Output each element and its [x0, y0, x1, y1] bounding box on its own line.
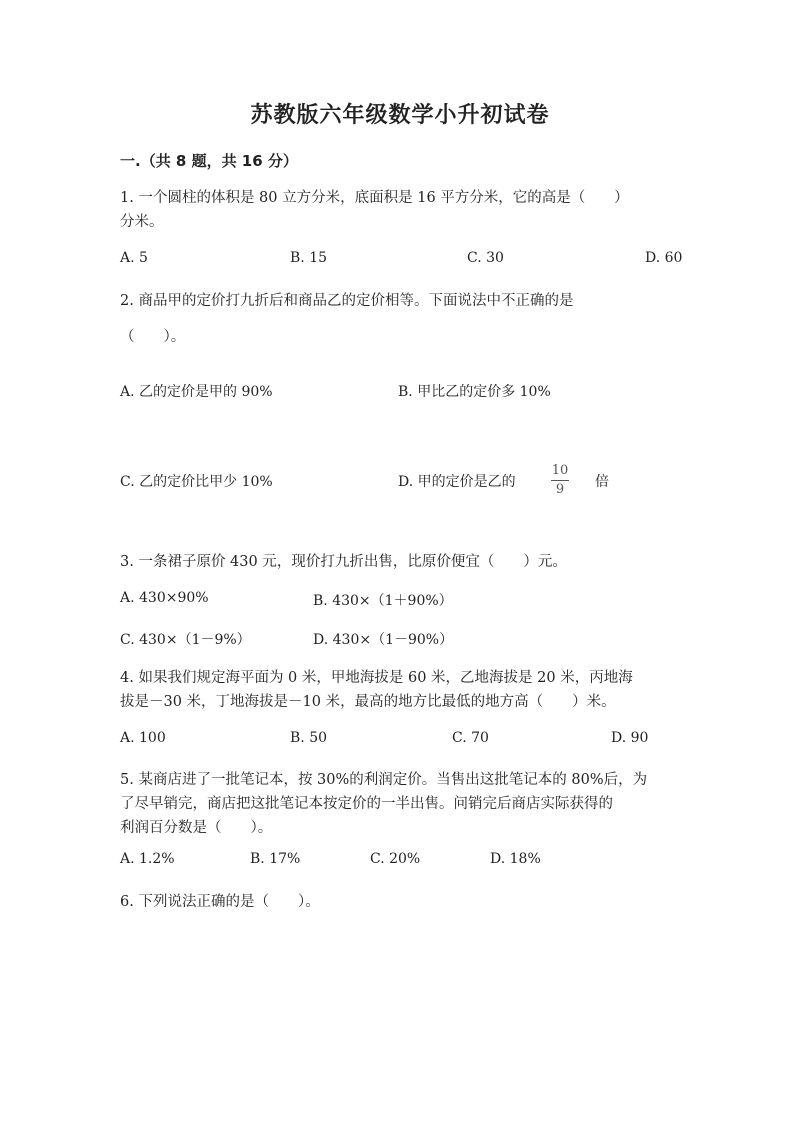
q3-option-d: D. 430×（1－90%） [313, 632, 454, 648]
q5-option-c: C. 20% [370, 851, 421, 867]
q4-option-b: B. 50 [290, 730, 328, 746]
q4-option-a: A. 100 [120, 730, 166, 746]
question-4-text-cont: 拔是－30 米，丁地海拔是－10 米，最高的地方比最低的地方高（ ）米。 [120, 694, 616, 710]
question-6-text: 6. 下列说法正确的是（ ）。 [120, 894, 320, 910]
question-4-text: 4. 如果我们规定海平面为 0 米，甲地海拔是 60 米，乙地海拔是 20 米，丙地海 [120, 670, 633, 686]
q3-option-a: A. 430×90% [120, 590, 209, 606]
fraction-numerator: 10 [551, 463, 569, 478]
q4-option-d: D. 90 [611, 730, 649, 746]
question-2-text-cont: （ ）。 [120, 329, 186, 345]
fraction-denominator: 9 [555, 482, 565, 497]
exam-title: 苏教版六年级数学小升初试卷 [250, 103, 550, 128]
fraction-bar [551, 480, 569, 481]
q2-option-d-suffix: 倍 [595, 474, 609, 490]
q2-option-b: B. 甲比乙的定价多 10% [398, 384, 551, 400]
q3-option-c: C. 430×（1－9%） [120, 632, 251, 648]
question-5-text-cont2: 利润百分数是（ ）。 [120, 820, 273, 836]
q5-option-a: A. 1.2% [120, 851, 175, 867]
question-1-text: 1. 一个圆柱的体积是 80 立方分米，底面积是 16 平方分米，它的高是（ ） [120, 190, 629, 206]
q2-option-d-fraction [551, 464, 569, 497]
q1-option-d: D. 60 [645, 250, 683, 266]
q5-option-b: B. 17% [250, 851, 301, 867]
question-2-text: 2. 商品甲的定价打九折后和商品乙的定价相等。下面说法中不正确的是 [120, 293, 574, 309]
q1-option-a: A. 5 [120, 250, 148, 266]
question-1-text-cont: 分米。 [120, 214, 164, 230]
question-5-text: 5. 某商店进了一批笔记本，按 30%的利润定价。当售出这批笔记本的 80%后，为 [120, 772, 648, 788]
q3-option-b: B. 430×（1＋90%） [313, 593, 453, 609]
q1-option-b: B. 15 [290, 250, 328, 266]
q2-option-c: C. 乙的定价比甲少 10% [120, 474, 273, 490]
q5-option-d: D. 18% [490, 851, 541, 867]
q2-option-a: A. 乙的定价是甲的 90% [120, 384, 273, 400]
q1-option-c: C. 30 [467, 250, 504, 266]
section-header: 一.（共 8 题，共 16 分） [120, 152, 298, 170]
q2-option-d: D. 甲的定价是乙的 [398, 474, 516, 490]
q4-option-c: C. 70 [452, 730, 489, 746]
question-5-text-cont: 了尽早销完，商店把这批笔记本按定价的一半出售。问销完后商店实际获得的 [120, 796, 613, 812]
question-3-text: 3. 一条裙子原价 430 元，现价打九折出售，比原价便宜（ ）元。 [120, 554, 567, 570]
